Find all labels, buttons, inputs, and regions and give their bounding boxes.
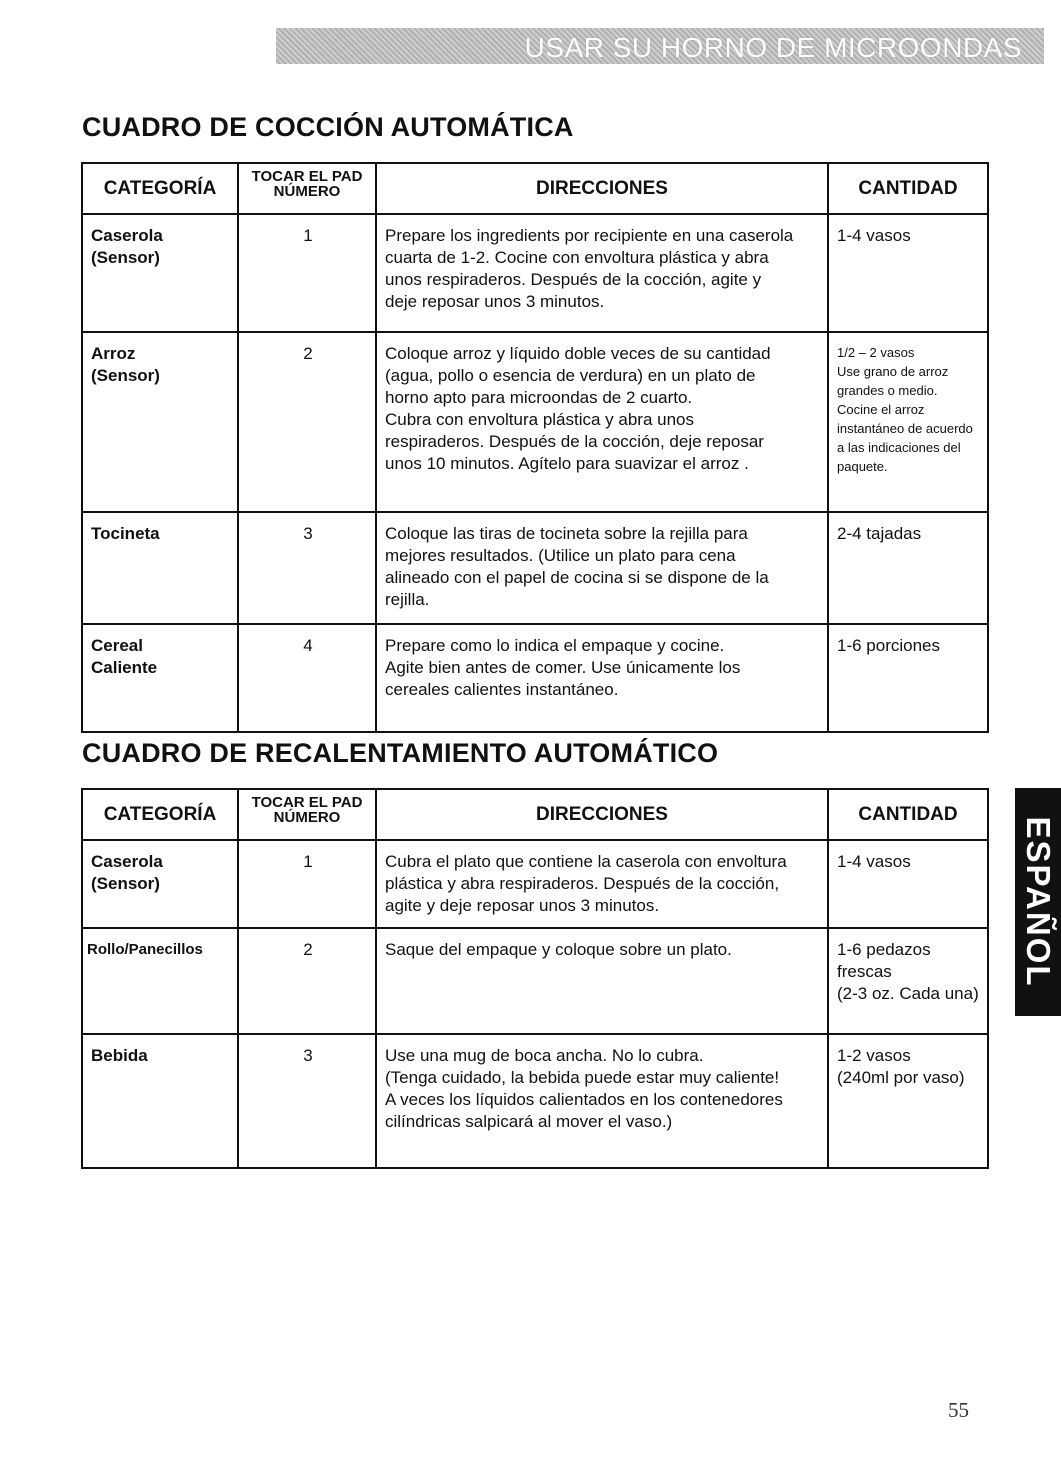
row-category: Caserola (Sensor) [82, 214, 238, 332]
table-row [82, 840, 988, 928]
row-category: Arroz (Sensor) [82, 332, 238, 512]
header-quantity: CANTIDAD [828, 163, 988, 214]
table-header-row [82, 163, 988, 214]
row-pad: 3 [238, 512, 376, 624]
reheat-chart-table [81, 788, 989, 1169]
reheat-chart-title: CUADRO DE RECALENTAMIENTO AUTOMÁTICO [82, 738, 719, 768]
row-directions: Use una mug de boca ancha. No lo cubra. (Tenga cuidado, la bebida puede estar muy caliente! A veces los líquidos calientados en los contenedores cilíndricas salpicará al mover el vaso.) [376, 1034, 828, 1168]
header-pad-number [238, 789, 376, 840]
row-pad: 4 [238, 624, 376, 732]
row-quantity: 1/2 – 2 vasos Use grano de arroz grandes o medio. Cocine el arroz instantáneo de acuerdo a las indicaciones del paquete. [828, 332, 988, 512]
row-category: Rollo/Panecillos [82, 928, 238, 1034]
table-row [82, 214, 988, 332]
section-header-text: USAR SU HORNO DE MICROONDAS [524, 32, 1022, 63]
header-pad-line1: TOCAR EL PAD [251, 168, 363, 185]
row-directions: Cubra el plato que contiene la caserola con envoltura plástica y abra respiraderos. Después de la cocción, agite y deje reposar unos 3 minutos. [376, 840, 828, 928]
header-category: CATEGORÍA [82, 163, 238, 214]
row-category: Caserola (Sensor) [82, 840, 238, 928]
row-quantity: 1-6 porciones [828, 624, 988, 732]
row-directions: Prepare los ingredients por recipiente en una caserola cuarta de 1-2. Cocine con envoltura plástica y abra unos respiraderos. Después de la cocción, agite y deje reposar unos 3 minutos. [376, 214, 828, 332]
row-pad: 3 [238, 1034, 376, 1168]
row-directions: Coloque las tiras de tocineta sobre la rejilla para mejores resultados. (Utilice un plato para cena alineado con el papel de cocina si se dispone de la rejilla. [376, 512, 828, 624]
header-directions: DIRECCIONES [376, 789, 828, 840]
language-side-tab-text: ESPAÑOL [1020, 816, 1057, 988]
header-pad-number [238, 163, 376, 214]
row-quantity: 1-4 vasos [828, 214, 988, 332]
row-quantity: 1-2 vasos (240ml por vaso) [828, 1034, 988, 1168]
row-pad: 1 [238, 840, 376, 928]
cooking-chart-table [81, 162, 989, 733]
row-quantity: 1-6 pedazos frescas (2-3 oz. Cada una) [828, 928, 988, 1034]
header-category: CATEGORÍA [82, 789, 238, 840]
table-row [82, 624, 988, 732]
header-directions: DIRECCIONES [376, 163, 828, 214]
table-row [82, 1034, 988, 1168]
table-header-row [82, 789, 988, 840]
table-row [82, 928, 988, 1034]
row-quantity: 2-4 tajadas [828, 512, 988, 624]
table-row [82, 332, 988, 512]
row-pad: 1 [238, 214, 376, 332]
header-pad-line2: NÚMERO [273, 183, 341, 200]
table-row [82, 512, 988, 624]
row-directions: Coloque arroz y líquido doble veces de su cantidad (agua, pollo o esencia de verdura) en un plato de horno apto para microondas de 2 cuarto. Cubra con envoltura plástica y abra unos respiraderos. Después de la cocción, deje reposar unos 10 minutos. Agítelo para suavizar el arroz . [376, 332, 828, 512]
row-directions: Saque del empaque y coloque sobre un plato. [376, 928, 828, 1034]
language-side-tab [1015, 788, 1061, 1016]
row-category: Tocineta [82, 512, 238, 624]
header-pad-line2: NÚMERO [273, 809, 341, 826]
row-category: Cereal Caliente [82, 624, 238, 732]
page-number: 55 [948, 1398, 969, 1422]
header-pad-line1: TOCAR EL PAD [251, 794, 363, 811]
cooking-chart-title: CUADRO DE COCCIÓN AUTOMÁTICA [82, 112, 574, 142]
row-directions: Prepare como lo indica el empaque y cocine. Agite bien antes de comer. Use únicamente los cereales calientes instantáneo. [376, 624, 828, 732]
row-category: Bebida [82, 1034, 238, 1168]
row-pad: 2 [238, 332, 376, 512]
row-pad: 2 [238, 928, 376, 1034]
row-quantity: 1-4 vasos [828, 840, 988, 928]
header-quantity: CANTIDAD [828, 789, 988, 840]
section-header-band [276, 28, 1044, 64]
